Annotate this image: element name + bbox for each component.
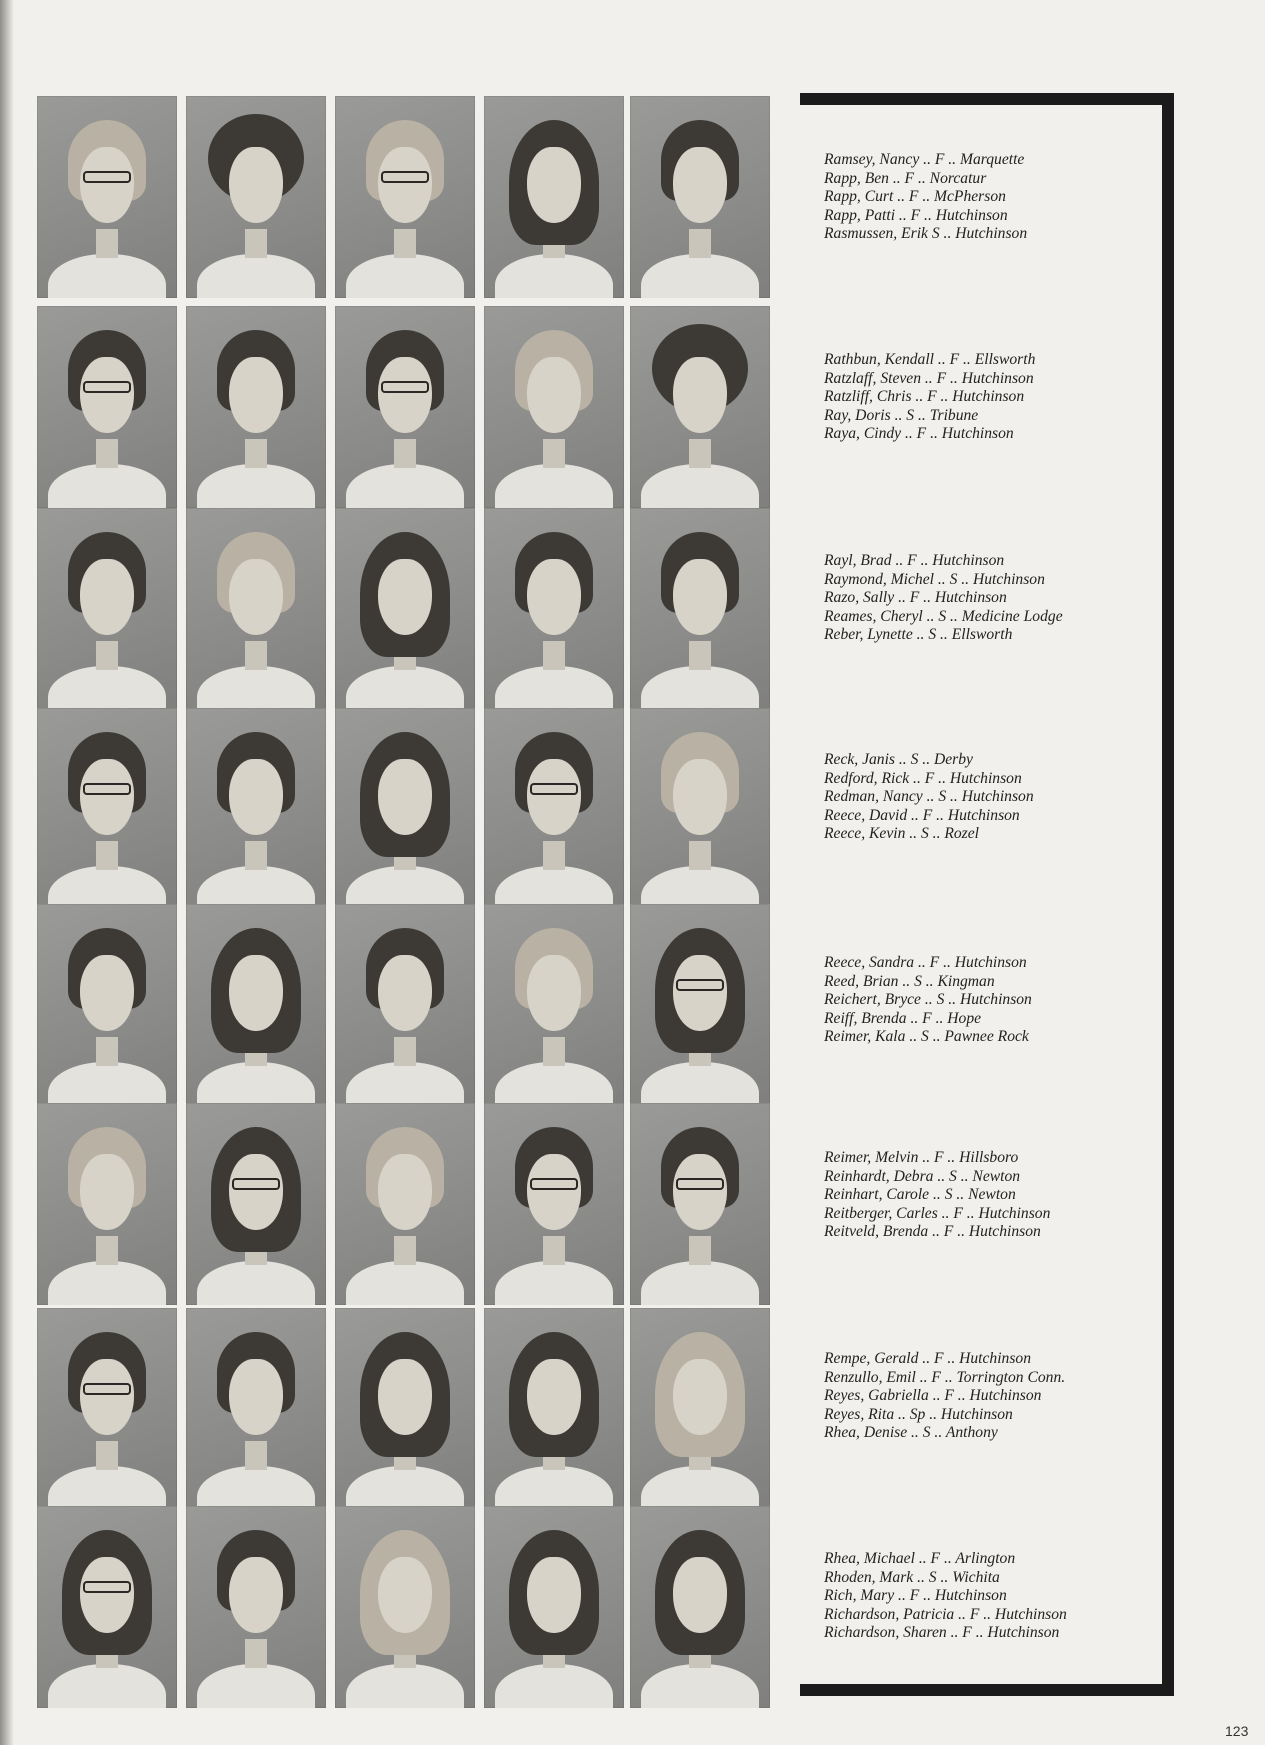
student-name: Reitveld, Brenda .. F .. Hutchinson: [824, 1223, 1041, 1240]
portrait-face: [673, 559, 726, 636]
portrait-face: [80, 559, 133, 636]
student-name: Rhoden, Mark .. S .. Wichita: [824, 1568, 1000, 1586]
name-caption-block: [824, 751, 1169, 844]
portrait-shoulders: [641, 1261, 759, 1305]
portrait-shoulders: [48, 1664, 166, 1708]
portrait-neck: [245, 1441, 267, 1469]
student-portrait: [630, 904, 770, 1106]
portrait-glasses: [381, 381, 429, 393]
portrait-shoulders: [48, 666, 166, 710]
student-name: Reed, Brian .. S .. Kingman: [824, 972, 995, 990]
portrait-face: [80, 1154, 133, 1231]
portrait-shoulders: [495, 1261, 613, 1305]
portrait-face: [229, 1557, 282, 1634]
portrait-shoulders: [641, 1664, 759, 1708]
portrait-shoulders: [48, 254, 166, 298]
portrait-face: [673, 147, 726, 224]
portrait-glasses: [530, 783, 578, 795]
portrait-face: [527, 955, 580, 1032]
student-portrait: [37, 1308, 177, 1510]
portrait-neck: [689, 641, 711, 669]
student-name: Reyes, Rita .. Sp .. Hutchinson: [824, 1405, 1013, 1423]
portrait-neck: [689, 841, 711, 869]
student-portrait: [186, 1103, 326, 1305]
student-name: Reames, Cheryl .. S .. Medicine Lodge: [824, 607, 1063, 625]
student-portrait: [186, 904, 326, 1106]
student-name: Reiff, Brenda .. F .. Hope: [824, 1009, 982, 1027]
student-portrait: [630, 96, 770, 298]
portrait-neck: [394, 439, 416, 467]
portrait-glasses: [83, 783, 131, 795]
portrait-face: [378, 1557, 431, 1634]
portrait-neck: [96, 1441, 118, 1469]
portrait-shoulders: [495, 1466, 613, 1510]
portrait-face: [229, 1359, 282, 1436]
portrait-glasses: [530, 1178, 578, 1190]
student-portrait: [37, 1103, 177, 1305]
portrait-shoulders: [641, 464, 759, 508]
student-portrait: [37, 708, 177, 910]
portrait-face: [80, 955, 133, 1032]
portrait-neck: [543, 439, 565, 467]
portrait-shoulders: [197, 1062, 315, 1106]
portrait-face: [378, 147, 431, 224]
student-name: Redman, Nancy .. S .. Hutchinson: [824, 788, 1034, 805]
portrait-shoulders: [197, 666, 315, 710]
portrait-face: [80, 147, 133, 224]
student-name: Raya, Cindy .. F .. Hutchinson: [824, 425, 1014, 442]
portrait-neck: [394, 1037, 416, 1065]
student-portrait: [630, 1103, 770, 1305]
portrait-neck: [245, 1639, 267, 1667]
student-portrait: [186, 306, 326, 508]
student-portrait: [186, 96, 326, 298]
portrait-glasses: [676, 1178, 724, 1190]
portrait-shoulders: [641, 1466, 759, 1510]
student-portrait: [630, 508, 770, 710]
portrait-face: [229, 955, 282, 1032]
portrait-shoulders: [48, 464, 166, 508]
portrait-neck: [689, 229, 711, 257]
portrait-shoulders: [346, 666, 464, 710]
portrait-neck: [543, 641, 565, 669]
student-portrait: [186, 1308, 326, 1510]
student-name: Reyes, Gabriella .. F .. Hutchinson: [824, 1387, 1042, 1404]
name-caption-block: [824, 954, 1169, 1047]
portrait-face: [229, 147, 282, 224]
student-portrait: [37, 96, 177, 298]
portrait-neck: [394, 229, 416, 257]
student-portrait: [335, 1506, 475, 1708]
portrait-neck: [394, 1236, 416, 1264]
portrait-face: [527, 357, 580, 434]
portrait-face: [378, 1359, 431, 1436]
student-name: Reinhardt, Debra .. S .. Newton: [824, 1167, 1021, 1185]
portrait-face: [673, 955, 726, 1032]
student-portrait: [186, 708, 326, 910]
student-name: Ratzliff, Chris .. F .. Hutchinson: [824, 388, 1025, 405]
portrait-shoulders: [641, 254, 759, 298]
portrait-shoulders: [495, 666, 613, 710]
portrait-face: [229, 759, 282, 836]
student-portrait: [484, 508, 624, 710]
student-name: Rapp, Curt .. F .. McPherson: [824, 188, 1006, 205]
portrait-glasses: [232, 1178, 280, 1190]
portrait-face: [527, 1154, 580, 1231]
portrait-shoulders: [346, 1261, 464, 1305]
student-portrait: [37, 508, 177, 710]
portrait-shoulders: [495, 1664, 613, 1708]
portrait-face: [527, 759, 580, 836]
portrait-glasses: [83, 1581, 131, 1593]
portrait-shoulders: [346, 464, 464, 508]
student-name: Rathbun, Kendall .. F .. Ellsworth: [824, 351, 1036, 368]
portrait-shoulders: [197, 254, 315, 298]
student-name: Rempe, Gerald .. F .. Hutchinson: [824, 1350, 1032, 1367]
student-name: Reimer, Kala .. S .. Pawnee Rock: [824, 1028, 1029, 1045]
portrait-neck: [96, 229, 118, 257]
portrait-face: [229, 559, 282, 636]
portrait-neck: [689, 439, 711, 467]
portrait-neck: [96, 841, 118, 869]
student-name: Reichert, Bryce .. S .. Hutchinson: [824, 991, 1032, 1008]
portrait-shoulders: [197, 464, 315, 508]
student-portrait: [484, 904, 624, 1106]
portrait-shoulders: [346, 1466, 464, 1510]
name-caption-block: [824, 552, 1169, 645]
student-portrait: [37, 904, 177, 1106]
portrait-shoulders: [495, 254, 613, 298]
portrait-face: [378, 1154, 431, 1231]
portrait-face: [378, 955, 431, 1032]
student-name: Rasmussen, Erik S .. Hutchinson: [824, 225, 1028, 242]
student-portrait: [335, 708, 475, 910]
portrait-neck: [96, 439, 118, 467]
student-name: Ramsey, Nancy .. F .. Marquette: [824, 151, 1025, 168]
portrait-face: [527, 559, 580, 636]
student-portrait: [335, 904, 475, 1106]
portrait-shoulders: [346, 1062, 464, 1106]
name-caption-block: [824, 151, 1169, 244]
portrait-shoulders: [48, 1466, 166, 1510]
portrait-shoulders: [197, 1664, 315, 1708]
student-name: Rapp, Patti .. F .. Hutchinson: [824, 206, 1008, 224]
student-portrait: [335, 96, 475, 298]
student-portrait: [484, 1506, 624, 1708]
student-portrait: [484, 306, 624, 508]
student-portrait: [335, 1103, 475, 1305]
student-portrait: [186, 508, 326, 710]
student-name: Reece, David .. F .. Hutchinson: [824, 806, 1020, 824]
student-portrait: [335, 1308, 475, 1510]
student-name: Rayl, Brad .. F .. Hutchinson: [824, 552, 1005, 569]
student-name: Reitberger, Carles .. F .. Hutchinson: [824, 1204, 1051, 1222]
portrait-face: [229, 1154, 282, 1231]
portrait-neck: [96, 1236, 118, 1264]
portrait-shoulders: [641, 666, 759, 710]
student-name: Reck, Janis .. S .. Derby: [824, 751, 973, 768]
portrait-glasses: [381, 171, 429, 183]
portrait-neck: [245, 439, 267, 467]
portrait-glasses: [83, 171, 131, 183]
portrait-shoulders: [48, 1062, 166, 1106]
student-portrait: [484, 1103, 624, 1305]
portrait-face: [527, 1359, 580, 1436]
student-portrait: [630, 306, 770, 508]
portrait-glasses: [676, 979, 724, 991]
caption-frame: [800, 93, 1174, 1696]
student-name: Raymond, Michel .. S .. Hutchinson: [824, 570, 1045, 588]
portrait-shoulders: [48, 1261, 166, 1305]
portrait-shoulders: [346, 254, 464, 298]
student-name: Rhea, Denise .. S .. Anthony: [824, 1424, 998, 1441]
portrait-face: [229, 357, 282, 434]
portrait-shoulders: [346, 1664, 464, 1708]
student-portrait: [37, 306, 177, 508]
portrait-neck: [543, 1037, 565, 1065]
student-portrait: [484, 1308, 624, 1510]
student-name: Rapp, Ben .. F .. Norcatur: [824, 169, 987, 187]
portrait-neck: [543, 1236, 565, 1264]
portrait-face: [80, 759, 133, 836]
portrait-face: [673, 1154, 726, 1231]
portrait-neck: [689, 1236, 711, 1264]
portrait-face: [80, 357, 133, 434]
student-name: Richardson, Sharen .. F .. Hutchinson: [824, 1624, 1060, 1641]
portrait-glasses: [83, 381, 131, 393]
portrait-face: [378, 357, 431, 434]
student-name: Rhea, Michael .. F .. Arlington: [824, 1550, 1016, 1567]
student-portrait: [37, 1506, 177, 1708]
portrait-neck: [245, 229, 267, 257]
name-caption-block: [824, 1149, 1169, 1242]
student-name: Ratzlaff, Steven .. F .. Hutchinson: [824, 369, 1034, 387]
student-portrait: [630, 1506, 770, 1708]
student-portrait: [335, 306, 475, 508]
portrait-face: [80, 1359, 133, 1436]
student-name: Ray, Doris .. S .. Tribune: [824, 406, 979, 424]
student-name: Rich, Mary .. F .. Hutchinson: [824, 1587, 1007, 1604]
student-name: Richardson, Patricia .. F .. Hutchinson: [824, 1605, 1067, 1623]
student-name: Redford, Rick .. F .. Hutchinson: [824, 769, 1022, 787]
portrait-shoulders: [495, 1062, 613, 1106]
portrait-neck: [96, 1037, 118, 1065]
portrait-neck: [245, 641, 267, 669]
portrait-face: [527, 147, 580, 224]
student-name: Reimer, Melvin .. F .. Hillsboro: [824, 1149, 1019, 1166]
portrait-shoulders: [197, 1466, 315, 1510]
student-name: Reece, Sandra .. F .. Hutchinson: [824, 954, 1027, 971]
portrait-glasses: [83, 1383, 131, 1395]
student-portrait: [335, 508, 475, 710]
student-name: Reinhart, Carole .. S .. Newton: [824, 1186, 1016, 1203]
student-portrait: [484, 708, 624, 910]
student-name: Reece, Kevin .. S .. Rozel: [824, 825, 980, 842]
portrait-neck: [245, 841, 267, 869]
portrait-face: [673, 759, 726, 836]
portrait-shoulders: [495, 464, 613, 508]
student-portrait: [630, 1308, 770, 1510]
name-caption-block: [824, 351, 1169, 444]
portrait-shoulders: [641, 1062, 759, 1106]
student-portrait: [484, 96, 624, 298]
portrait-face: [673, 1557, 726, 1634]
portrait-face: [527, 1557, 580, 1634]
portrait-face: [673, 357, 726, 434]
name-caption-block: [824, 1550, 1169, 1643]
portrait-face: [378, 559, 431, 636]
page-number: 123: [1225, 1723, 1249, 1739]
name-caption-block: [824, 1350, 1169, 1443]
portrait-face: [378, 759, 431, 836]
portrait-shoulders: [197, 1261, 315, 1305]
portrait-neck: [96, 641, 118, 669]
portrait-face: [80, 1557, 133, 1634]
student-name: Renzullo, Emil .. F .. Torrington Conn.: [824, 1368, 1066, 1386]
portrait-face: [673, 1359, 726, 1436]
student-name: Razo, Sally .. F .. Hutchinson: [824, 589, 1007, 606]
student-portrait: [630, 708, 770, 910]
portrait-neck: [543, 841, 565, 869]
student-name: Reber, Lynette .. S .. Ellsworth: [824, 626, 1013, 643]
student-portrait: [186, 1506, 326, 1708]
